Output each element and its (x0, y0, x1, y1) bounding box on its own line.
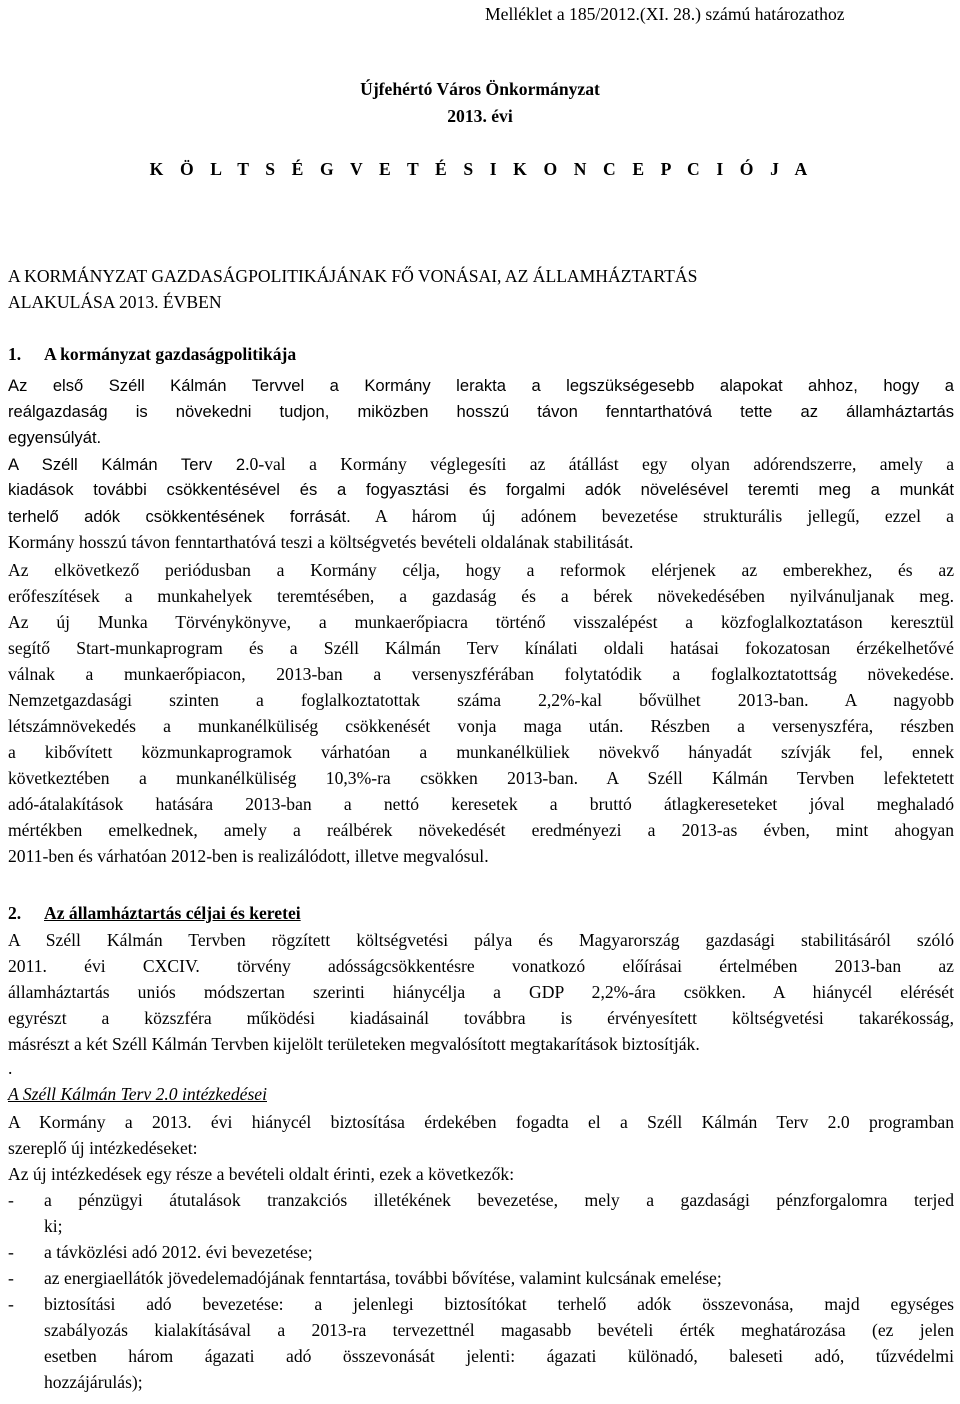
s1-p2-lead: A Széll Kálmán Terv 2 (8, 455, 246, 474)
s1-p3-line: következtében a munkanélküliség 10,3%-ra csökken 2013-ban. A Széll Kálmán Tervben lefektetett (8, 768, 954, 788)
s2-p2-line: szereplő új intézkedéseket: (8, 1138, 198, 1158)
bullet-item-line: ki; (44, 1216, 63, 1236)
s2-p1-line: államháztartás uniós módszertan szerinti hiánycélja a GDP 2,2%-ára csökken. A hiánycél elérését (8, 982, 954, 1002)
section2-heading: Az államháztartás céljai és keretei (44, 903, 301, 923)
s2-p1-line: egyrészt a közszféra működési kiadásainál továbbra is érvényesített költségvetési takarékosság, (8, 1008, 954, 1028)
s1-p2-line: Kormány hosszú távon fenntarthatóvá teszi a költségvetés bevételi oldalának stabilitását. (8, 532, 634, 552)
s2-p2-line: A Kormány a 2013. évi hiánycél biztosítása érdekében fogadta el a Széll Kálmán Terv 2.0 programban (8, 1112, 954, 1132)
s1-p3-line: létszámnövekedés a munkanélküliség csökkenését vonja maga után. Részben a versenyszféra, részben (8, 716, 954, 736)
s1-p3-line: Az elkövetkező periódusban a Kormány célja, hogy a reformok elérjenek az emberekhez, és az (8, 560, 954, 580)
bullet-item-line: biztosítási adó bevezetése: a jelenlegi biztosítókat terhelő adók összevonása, majd egységes (44, 1294, 954, 1314)
s2-p1-line: másrészt a két Széll Kálmán Tervben kijelölt területeken megvalósított megtakarítások biztosítják. (8, 1034, 700, 1054)
s1-p2-line1 (8, 452, 954, 478)
s1-p3-line: válnak a munkaerőpiacon, 2013-ban a versenyszférában folytatódik a foglalkoztatottság növekedése. (8, 664, 954, 684)
s1-p3-line: 2011-ben és várhatóan 2012-ben is realizálódott, illetve megvalósul. (8, 846, 489, 866)
s2-subheading: A Széll Kálmán Terv 2.0 intézkedései (8, 1084, 267, 1104)
s1-intro-line: Az első Széll Kálmán Tervvel a Kormány lerakta a legszükségesebb alapokat ahhoz, hogy a (8, 376, 954, 395)
bullet-item-line: hozzájárulás); (44, 1372, 143, 1392)
s1-p3-line: Nemzetgazdasági szinten a foglalkoztatottak száma 2,2%-kal bővülhet 2013-ban. A nagyobb (8, 690, 954, 710)
s1-p2-line3-lead: terhelő adók csökkentésének forrását. (8, 507, 351, 526)
section1-number: 1. (8, 344, 22, 364)
s1-p2-line: kiadások további csökkentésével és a fogyasztási és forgalmi adók növelésével teremti meg a munkát (8, 480, 954, 499)
stray-period: . (8, 1058, 13, 1078)
s1-p3-line: erőfeszítések a munkahelyek teremtésében, a gazdaság és a bérek növekedésében nyilvánuljanak meg. (8, 586, 954, 606)
bullet-dash: - (8, 1242, 14, 1262)
s1-p2-line3-tail: A három új adónem bevezetése strukturális jellegű, ezzel a (350, 506, 954, 526)
s1-p3-line: segítő Start-munkaprogram és a Széll Kálmán Terv kínálati oldali hatásai fokozatosan érzékelhetővé (8, 638, 954, 658)
s1-intro-line: egyensúlyát. (8, 428, 102, 447)
s1-intro-line: reálgazdaság is növekedni tudjon, miközben hosszú távon fenntarthatóvá tette az államháztartás (8, 402, 954, 421)
s1-p3-line: Az új Munka Törvénykönyve, a munkaerőpiacra történő visszalépést a közfoglalkoztatáson keresztül (8, 612, 954, 632)
s1-p3-line: mértékben emelkednek, amely a reálbérek növekedését eredményezi a 2013-as évben, mint ahogyan (8, 820, 954, 840)
bullet-item-line: szabályozás kialakításával a 2013-ra tervezettnél magasabb bevételi érték meghatározása (ez jelen (44, 1320, 954, 1340)
bullet-item-line: a távközlési adó 2012. évi bevezetése; (44, 1242, 313, 1262)
section2-number: 2. (8, 903, 22, 923)
bullet-item-line: a pénzügyi átutalások tranzakciós illetékének bevezetése, mely a gazdasági pénzforgalomra terjed (44, 1190, 954, 1210)
bullet-dash: - (8, 1268, 14, 1288)
section-heading-line2: ALAKULÁSA 2013. ÉVBEN (8, 292, 222, 312)
s1-p3-line: a kibővített közmunkaprogramok várhatóan a munkanélküliek növekvő hányadát szívják fel, ennek (8, 742, 954, 762)
document-title-year: 2013. évi (447, 106, 513, 126)
s2-p1-line: 2011. évi CXCIV. törvény adósságcsökkentésre vonatkozó előírásai értelmében 2013-ban az (8, 956, 954, 976)
bullet-dash: - (8, 1294, 14, 1314)
bullet-item-line: esetben három ágazati adó összevonását jelenti: ágazati különadó, baleseti adó, tűzvédelmi (44, 1346, 954, 1366)
s1-p3-line: adó-átalakítások hatására 2013-ban a nettó keresetek a bruttó átlagkereseteket jóval meghaladó (8, 794, 954, 814)
s2-p3: Az új intézkedések egy része a bevételi oldalt érinti, ezek a következők: (8, 1164, 515, 1184)
document-title-municipality: Újfehértó Város Önkormányzat (360, 79, 600, 99)
section-heading-line1: A KORMÁNYZAT GAZDASÁGPOLITIKÁJÁNAK FŐ VONÁSAI, AZ ÁLLAMHÁZTARTÁS (8, 266, 698, 286)
s1-p2-rest: .0-val a Kormány véglegesíti az átállást egy olyan adórendszerre, amely a (245, 454, 954, 474)
annex-reference: Melléklet a 185/2012.(XI. 28.) számú határozathoz (485, 4, 845, 24)
document-title-concept: K Ö L T S É G V E T É S I K O N C E P C I Ó J A (149, 159, 811, 179)
s2-p1-line: A Széll Kálmán Tervben rögzített költségvetési pálya és Magyarország gazdasági stabilitásáról szóló (8, 930, 954, 950)
s1-p2-line3 (8, 504, 954, 530)
bullet-dash: - (8, 1190, 14, 1210)
section1-heading: A kormányzat gazdaságpolitikája (44, 344, 297, 364)
bullet-item-line: az energiaellátók jövedelemadójának fenntartása, további bővítése, valamint kulcsának emelése; (44, 1268, 722, 1288)
